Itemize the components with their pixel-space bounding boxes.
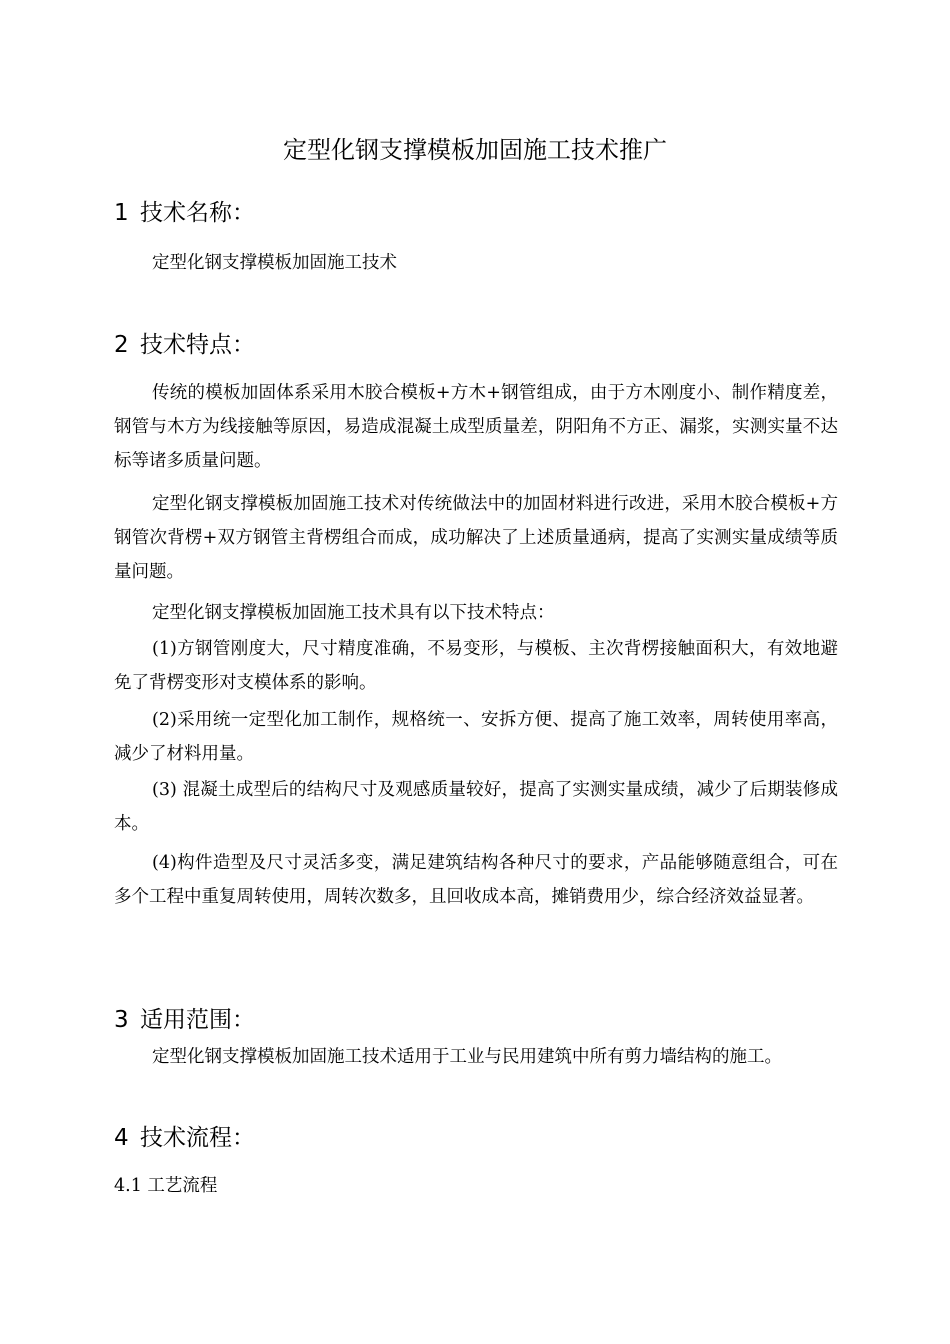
section-1-heading [114,196,255,230]
section-2-heading [114,328,255,362]
section-3-paragraph: 定型化钢支撑模板加固施工技术适用于工业与民用建筑中所有剪力墙结构的施工。 [152,1047,782,1067]
section-number: 2 [114,332,129,358]
section-title: 技术流程： [140,1125,255,1151]
page-title: 定型化钢支撑模板加固施工技术推广 [283,136,667,164]
section-title: 技术名称： [140,200,255,226]
section-2-paragraph-1: 传统的模板加固体系采用木胶合模板+方木+钢管组成，由于方木刚度小、制作精度差，钢管与木方为线接触等原因，易造成混凝土成型质量差，阴阳角不方正、漏浆，实测实量不达标等诸多质量问题。 [114,383,838,471]
section-number: 4 [114,1125,129,1151]
section-number: 3 [114,1007,129,1033]
section-3-heading [114,1003,255,1037]
section-4-heading [114,1121,255,1155]
section-2-item-1: (1)方钢管刚度大，尺寸精度准确，不易变形，与模板、主次背楞接触面积大，有效地避免了背楞变形对支模体系的影响。 [114,639,838,693]
section-1-paragraph: 定型化钢支撑模板加固施工技术 [152,253,397,273]
section-2-paragraph-3: 定型化钢支撑模板加固施工技术具有以下技术特点： [152,603,555,623]
section-number: 1 [114,200,129,226]
section-2-item-4: (4)构件造型及尺寸灵活多变，满足建筑结构各种尺寸的要求，产品能够随意组合，可在多个工程中重复周转使用，周转次数多，且回收成本高，摊销费用少，综合经济效益显著。 [114,853,838,907]
section-2-item-2: (2)采用统一定型化加工制作，规格统一、安拆方便、提高了施工效率，周转使用率高，减少了材料用量。 [114,710,838,764]
section-2-paragraph-2: 定型化钢支撑模板加固施工技术对传统做法中的加固材料进行改进，采用木胶合模板+方钢管次背楞+双方钢管主背楞组合而成，成功解决了上述质量通病，提高了实测实量成绩等质量问题。 [114,494,838,582]
subsection-4-1-heading: 4.1 工艺流程 [114,1176,218,1196]
section-title: 适用范围： [140,1007,255,1033]
section-2-item-3: (3) 混凝土成型后的结构尺寸及观感质量较好，提高了实测实量成绩，减少了后期装修成本。 [114,780,838,834]
section-title: 技术特点： [140,332,255,358]
